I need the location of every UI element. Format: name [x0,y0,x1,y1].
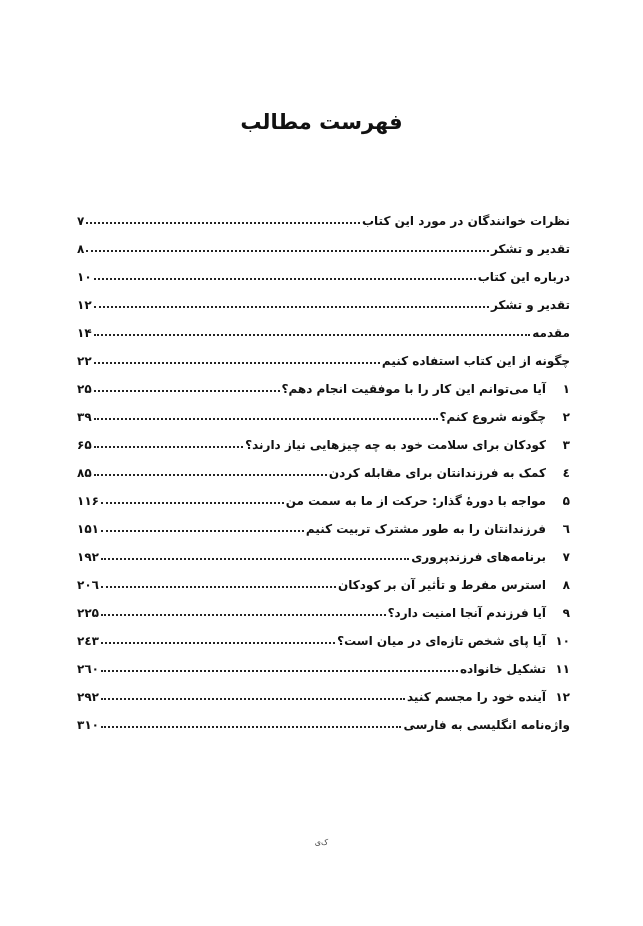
dot-leader [94,362,380,364]
entry-title: تقدیر و تشکر [490,242,570,256]
dot-leader [94,278,476,280]
chapter-number: ۱۱ [555,662,570,676]
dot-leader [101,586,336,588]
dot-leader [101,558,409,560]
dot-leader [101,502,284,504]
toc-entry [77,676,570,704]
toc-entry [77,256,570,284]
dot-leader [86,250,489,252]
dot-leader [94,390,280,392]
toc-entry [77,424,570,452]
page-number: ۲۵ [77,382,92,396]
dot-leader [101,726,401,728]
page-number: ۸ [77,242,85,256]
page-number: ۳۱۰ [77,718,99,732]
page-number: ۱۰ [77,270,92,284]
dot-leader [101,614,386,616]
chapter-number: ۱۲ [555,690,570,704]
chapter-number: ۵ [562,494,570,508]
entry-title: مقدمه [532,326,570,340]
entry-title: واژه‌نامه انگلیسی به فارسی [403,718,570,732]
toc-entry [77,564,570,592]
toc-entry [77,452,570,480]
entry-title: استرس مفرط و تأثیر آن بر کودکان [338,578,546,592]
dot-leader [101,530,304,532]
dot-leader [94,474,327,476]
page-number: ۳۹ [77,410,92,424]
dot-leader [86,222,360,224]
toc-entry [77,340,570,368]
entry-title: آیا فرزندم آنجا امنیت دارد؟ [387,606,546,620]
chapter-number: ۱۰ [555,634,570,648]
page-number: ۱۴ [77,326,92,340]
entry-title: آیا می‌توانم این کار را با موفقیت انجام دهم؟ [281,382,546,396]
entry-title: فرزندانتان را به طور مشترک تربیت کنیم [305,522,546,536]
chapter-number: ۹ [562,606,570,620]
chapter-number: ۲ [562,410,570,424]
entry-title: مواجه با دورهٔ گذار: حرکت از ما به سمت من [285,494,546,508]
toc-entry [77,648,570,676]
footer-mark: ک‌ی [314,838,329,847]
toc-entry [77,284,570,312]
chapter-number: ٦ [562,522,570,536]
chapter-number: ۸ [562,578,570,592]
toc-entry [77,396,570,424]
toc-entry [77,228,570,256]
dot-leader [94,334,531,336]
page-number: ۲٤۳ [77,634,99,648]
entry-title: چگونه شروع کنم؟ [439,410,546,424]
page-number: ۸۵ [77,466,92,480]
toc-entry [77,508,570,536]
dot-leader [101,642,335,644]
toc-entry [77,312,570,340]
table-of-contents [77,200,570,732]
toc-entry [77,620,570,648]
toc-entry [77,480,570,508]
entry-title: آیا پای شخص تازه‌ای در میان است؟ [337,634,546,648]
toc-entry [77,368,570,396]
page-number: ۱۲ [77,298,92,312]
page-number: ۱۵۱ [77,522,99,536]
entry-title: برنامه‌های فرزندپروری [411,550,546,564]
entry-title: کمک به فرزندانتان برای مقابله کردن [328,466,546,480]
page-number: ۲۰٦ [77,578,99,592]
page-number: ۲۲ [77,354,92,368]
entry-title: آینده خود را مجسم کنید [406,690,546,704]
entry-title: درباره این کتاب [477,270,570,284]
toc-entry [77,200,570,228]
page-number: ۷ [77,214,85,228]
page-title: فهرست مطالب [240,110,403,134]
chapter-number: ٤ [562,466,570,480]
toc-entry [77,592,570,620]
page-number: ۱۹۲ [77,550,99,564]
dot-leader [101,670,458,672]
chapter-number: ۱ [562,382,570,396]
dot-leader [101,698,405,700]
entry-title: تقدیر و تشکر [490,298,570,312]
entry-title: کودکان برای سلامت خود به چه چیزهایی نیاز دارند؟ [245,438,546,452]
dot-leader [94,306,489,308]
chapter-number: ۷ [562,550,570,564]
page-number: ۶۵ [77,438,92,452]
toc-entry [77,704,570,732]
entry-title: چگونه از این کتاب استفاده کنیم [381,354,570,368]
dot-leader [94,418,438,420]
page-number: ۲۹۲ [77,690,99,704]
entry-title: نظرات خوانندگان در مورد این کتاب [361,214,570,228]
page-number: ۲٦۰ [77,662,99,676]
chapter-number: ۳ [562,438,570,452]
dot-leader [94,446,243,448]
page-number: ۲۲۵ [77,606,99,620]
page-number: ۱۱۶ [77,494,99,508]
toc-entry [77,536,570,564]
entry-title: تشکیل خانواده [459,662,546,676]
